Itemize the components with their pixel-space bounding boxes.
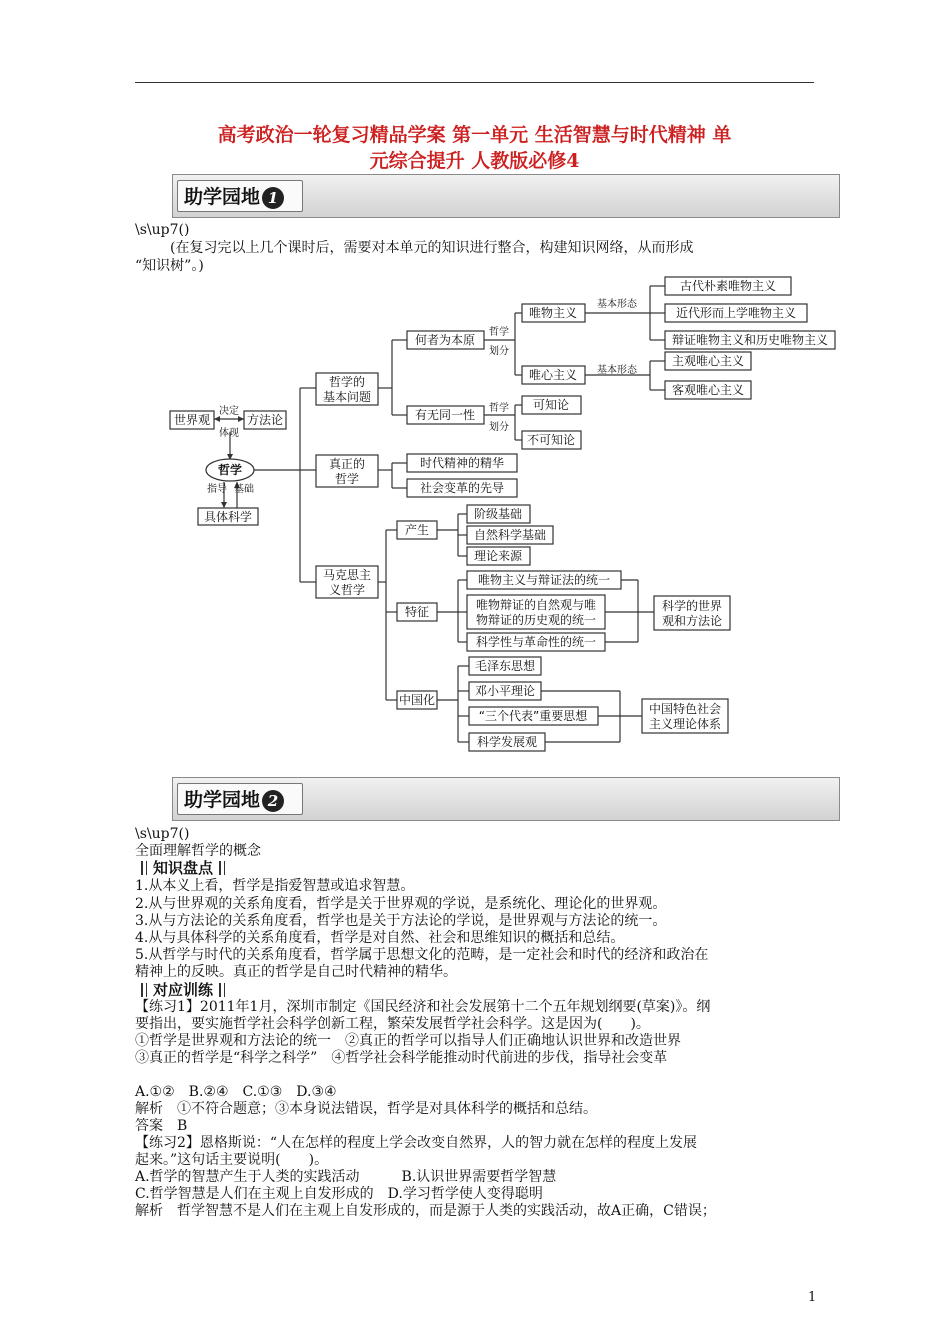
svg-text:邓小平理论: 邓小平理论 [474, 684, 536, 698]
field-code: \s\up7() [135, 826, 190, 842]
knowledge-point: 5.从哲学与时代的关系角度看，哲学属于思想文化的范畴，是一定社会和时代的经济和政治在 [135, 947, 709, 963]
knowledge-point: 3.从与方法论的关系角度看，哲学也是关于方法论的学说，是世界观与方法论的统一。 [135, 913, 667, 929]
exercise-line: 【练习2】恩格斯说：“人在怎样的程度上学会改变自然界，人的智力就在怎样的程度上发展 [135, 1135, 698, 1151]
svg-text:体现: 体现 [219, 428, 239, 439]
knowledge-point: 2.从与世界观的关系角度看，哲学是关于世界观的学说，是系统化、理论化的世界观。 [135, 896, 667, 912]
training-heading: 对应训练 [135, 982, 231, 999]
exercise-line: 【练习1】2011年1月，深圳市制定《国民经济和社会发展第十二个五年规划纲要(草案)》。纲 [135, 999, 711, 1015]
svg-text:唯物主义: 唯物主义 [528, 306, 578, 320]
svg-text:辩证唯物主义和历史唯物主义: 辩证唯物主义和历史唯物主义 [671, 333, 829, 347]
svg-text:主义理论体系: 主义理论体系 [648, 717, 722, 731]
intro-text: “知识树”。) [135, 258, 204, 274]
exercise-line: ①哲学是世界观和方法论的统一 ②真正的哲学可以指导人们正确地认识世界和改造世界 [135, 1033, 681, 1049]
svg-text:唯心主义: 唯心主义 [528, 368, 578, 382]
field-code: \s\up7() [135, 222, 190, 238]
section-title: 全面理解哲学的概念 [135, 843, 261, 859]
exercise-line: ③真正的哲学是“科学之科学” ④哲学社会科学能推动时代前进的步伐，指导社会变革 [135, 1050, 668, 1066]
svg-text:基本问题: 基本问题 [322, 390, 372, 404]
svg-text:真正的: 真正的 [328, 457, 366, 471]
svg-text:社会变革的先导: 社会变革的先导 [419, 481, 505, 495]
svg-text:物辩证的历史观的统一: 物辩证的历史观的统一 [475, 613, 597, 627]
svg-text:中国特色社会: 中国特色社会 [648, 702, 722, 716]
svg-text:主观唯心主义: 主观唯心主义 [671, 354, 745, 368]
exercise-analysis: 解析 ①不符合题意；③本身说法错误，哲学是对具体科学的概括和总结。 [135, 1101, 597, 1117]
knowledge-heading: 知识盘点 [135, 860, 231, 877]
svg-text:不可知论: 不可知论 [526, 433, 576, 447]
exercise-line: A.哲学的智慧产生于人类的实践活动 B.认识世界需要哲学智慧 [135, 1169, 557, 1185]
svg-text:特征: 特征 [404, 605, 430, 619]
banner-2 [172, 777, 840, 821]
svg-text:阶级基础: 阶级基础 [473, 507, 523, 521]
knowledge-point: 4.从与具体科学的关系角度看，哲学是对自然、社会和思维知识的概括和总结。 [135, 930, 625, 946]
banner-tag: 助学园地 2 [177, 783, 303, 815]
exercise-line: 解析 哲学智慧不是人们在主观上自发形成的，而是源于人类的实践活动，故A正确，C错误； [135, 1203, 716, 1219]
exercise-line: C.哲学智慧是人们在主观上自发形成的 D.学习哲学使人变得聪明 [135, 1186, 543, 1202]
svg-text:中国化: 中国化 [398, 693, 436, 707]
svg-text:决定: 决定 [219, 406, 239, 417]
knowledge-tree-diagram [0, 270, 950, 760]
svg-text:义哲学: 义哲学 [328, 583, 366, 597]
svg-text:哲学的: 哲学的 [328, 375, 366, 389]
exercise-options: A.①② B.②④ C.①③ D.③④ [135, 1084, 337, 1100]
svg-text:科学发展观: 科学发展观 [476, 735, 538, 749]
svg-text:唯物辩证的自然观与唯: 唯物辩证的自然观与唯 [475, 598, 597, 612]
knowledge-point: 精神上的反映。真正的哲学是自己时代精神的精华。 [135, 964, 457, 980]
svg-text:划分: 划分 [489, 346, 509, 357]
svg-text:何者为本原: 何者为本原 [414, 333, 476, 347]
svg-text:客观唯心主义: 客观唯心主义 [671, 383, 745, 397]
svg-text:可知论: 可知论 [532, 398, 570, 412]
svg-text:唯物主义与辩证法的统一: 唯物主义与辩证法的统一 [477, 573, 611, 587]
svg-text:世界观: 世界观 [173, 413, 211, 427]
svg-text:方法论: 方法论 [246, 413, 284, 427]
svg-text:基础: 基础 [234, 484, 254, 495]
svg-text:自然科学基础: 自然科学基础 [473, 528, 547, 542]
circled-number-icon: 1 [262, 187, 284, 209]
circled-number-icon: 2 [262, 790, 284, 812]
svg-text:产生: 产生 [404, 523, 430, 537]
svg-text:理论来源: 理论来源 [473, 549, 523, 563]
svg-text:基本形态: 基本形态 [597, 365, 637, 376]
svg-text:“三个代表”重要思想: “三个代表”重要思想 [478, 709, 588, 723]
svg-text:哲学: 哲学 [489, 403, 509, 414]
svg-text:时代精神的精华: 时代精神的精华 [419, 456, 505, 470]
svg-text:基本形态: 基本形态 [597, 299, 637, 310]
svg-text:科学性与革命性的统一: 科学性与革命性的统一 [475, 635, 597, 649]
svg-text:毛泽东思想: 毛泽东思想 [474, 659, 536, 673]
svg-text:具体科学: 具体科学 [203, 510, 253, 524]
svg-text:有无同一性: 有无同一性 [414, 408, 476, 422]
intro-text: (在复习完以上几个课时后，需要对本单元的知识进行整合，构建知识网络，从而形成 [170, 240, 694, 256]
page-number: 1 [808, 1290, 817, 1305]
svg-text:指导: 指导 [207, 484, 227, 495]
page-title-line2: 元综合提升 人教版必修4 [369, 150, 580, 172]
page-title-line1: 高考政治一轮复习精品学案 第一单元 生活智慧与时代精神 单 [217, 124, 732, 146]
knowledge-point: 1.从本义上看，哲学是指爱智慧或追求智慧。 [135, 878, 415, 894]
svg-text:近代形而上学唯物主义: 近代形而上学唯物主义 [675, 306, 797, 320]
banner-1 [172, 174, 840, 218]
svg-text:马克思主: 马克思主 [322, 568, 372, 582]
exercise-answer: 答案 B [135, 1118, 188, 1134]
header-rule [135, 82, 814, 83]
svg-text:划分: 划分 [489, 422, 509, 433]
svg-text:哲学: 哲学 [217, 463, 243, 477]
exercise-line: 起来。”这句话主要说明( )。 [135, 1152, 329, 1168]
banner-tag: 助学园地 1 [177, 180, 303, 212]
svg-text:古代朴素唯物主义: 古代朴素唯物主义 [679, 279, 777, 293]
svg-text:哲学: 哲学 [489, 327, 509, 338]
connectors [214, 286, 665, 742]
exercise-line: 要指出，要实施哲学社会科学创新工程，繁荣发展哲学社会科学。这是因为( )。 [135, 1016, 650, 1032]
svg-text:科学的世界: 科学的世界 [661, 599, 723, 613]
svg-text:哲学: 哲学 [334, 472, 360, 486]
svg-text:观和方法论: 观和方法论 [661, 614, 723, 628]
